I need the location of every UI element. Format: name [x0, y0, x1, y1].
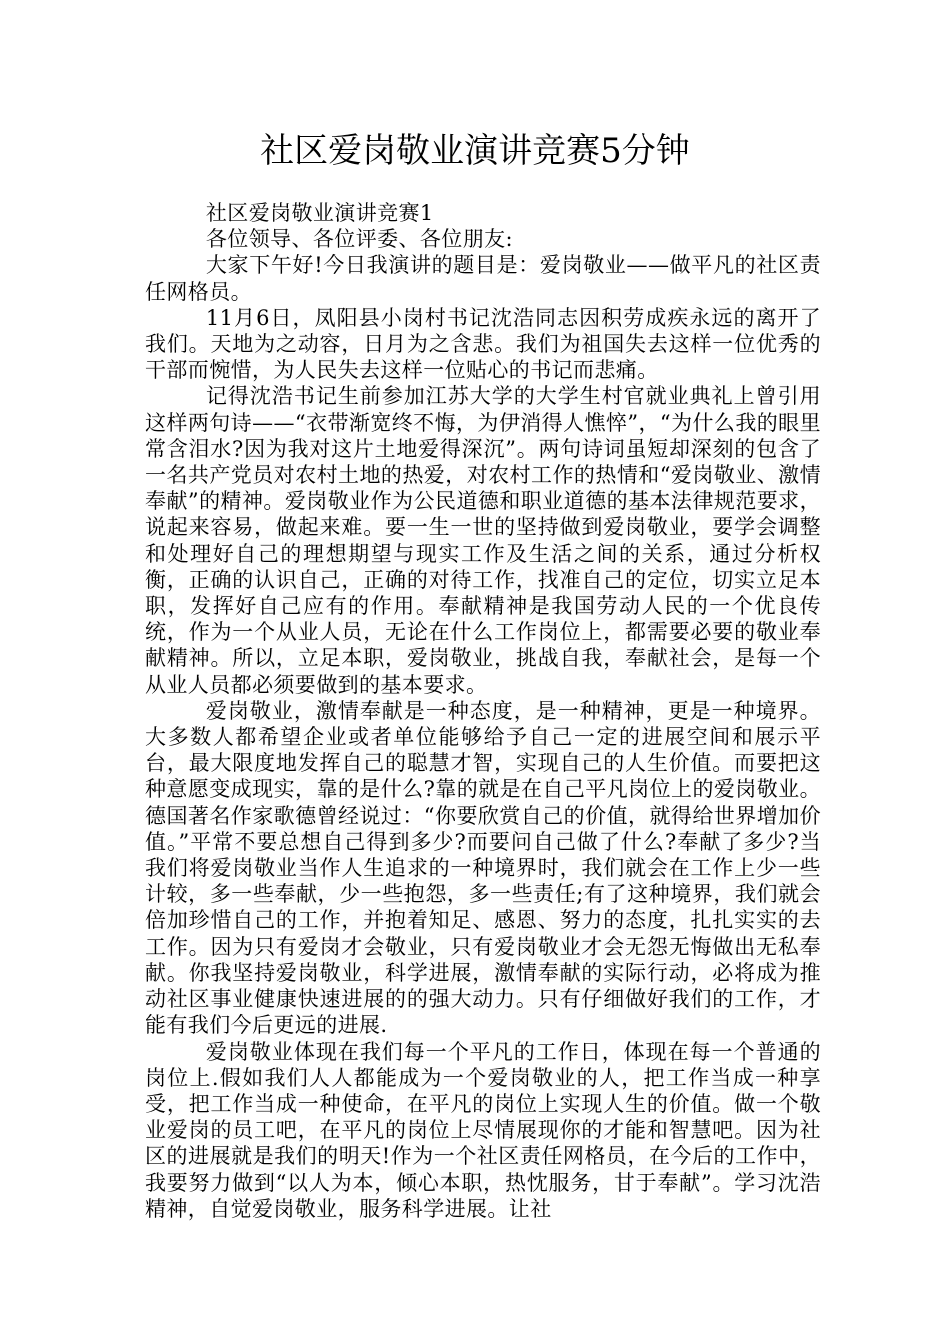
document-body [145, 200, 821, 1222]
paragraph-heading: 社区爱岗敬业演讲竞赛1 [205, 201, 434, 225]
paragraph: 爱岗敬业，激情奉献是一种态度，是一种精神，更是一种境界。大多数人都希望企业或者单位能够给予自己一定的进展空间和展示平台，最大限度地发挥自己的聪慧才智，实现自己的人生价值。而要把这种意愿变成现实，靠的是什么?靠的就是在自己平凡岗位上的爱岗敬业。德国著名作家歌德曾经说过：“你要欣赏自己的价值，就得给世界增加价值。”平常不要总想自己得到多少?而要问自己做了什么?奉献了多少?当我们将爱岗敬业当作人生追求的一种境界时，我们就会在工作上少一些计较，多一些奉献，少一些抱怨，多一些责任;有了这种境界，我们就会倍加珍惜自己的工作，并抱着知足、感恩、努力的态度，扎扎实实的去工作。因为只有爱岗才会敬业，只有爱岗敬业才会无怨无悔做出无私奉献。你我坚持爱岗敬业，科学进展，激情奉献的实际行动，必将成为推动社区事业健康快速进展的的强大动力。只有仔细做好我们的工作，才能有我们今后更远的进展. [145, 698, 821, 1038]
paragraph: 11月6日，凤阳县小岗村书记沈浩同志因积劳成疾永远的离开了我们。天地为之动容，日月为之含悲。我们为祖国失去这样一位优秀的干部而惋惜，为人民失去这样一位贴心的书记而悲痛。 [145, 305, 821, 383]
paragraph-greeting: 各位领导、各位评委、各位朋友: [205, 227, 513, 252]
document-title: 社区爱岗敬业演讲竞赛5分钟 [260, 131, 690, 171]
paragraph: 记得沈浩书记生前参加江苏大学的大学生村官就业典礼上曾引用这样两句诗——“衣带渐宽终不悔，为伊消得人憔悴”，“为什么我的眼里常含泪水?因为我对这片土地爱得深沉”。两句诗词虽短却深刻的包含了一名共产党员对农村土地的热爱，对农村工作的热情和“爱岗敬业、激情奉献”的精神。爱岗敬业作为公民道德和职业道德的基本法律规范要求，说起来容易，做起来难。要一生一世的坚持做到爱岗敬业，要学会调整和处理好自己的理想期望与现实工作及生活之间的关系，通过分析权衡，正确的认识自己，正确的对待工作，找准自己的定位，切实立足本职，发挥好自己应有的作用。奉献精神是我国劳动人民的一个优良传统，作为一个从业人员，无论在什么工作岗位上，都需要必要的敬业奉献精神。所以，立足本职，爱岗敬业，挑战自我，奉献社会，是每一个从业人员都必须要做到的基本要求。 [145, 384, 821, 697]
paragraph-intro: 大家下午好!今日我演讲的题目是：爱岗敬业——做平凡的社区责任网格员。 [145, 253, 821, 304]
paragraph: 爱岗敬业体现在我们每一个平凡的工作日，体现在每一个普通的岗位上.假如我们人人都能成为一个爱岗敬业的人，把工作当成一种享受，把工作当成一种使命，在平凡的岗位上实现人生的价值。做一个敬业爱岗的员工吧，在平凡的岗位上尽情展现你的才能和智慧吧。因为社区的进展就是我们的明天!作为一个社区责任网格员，在今后的工作中，我要努力做到“以人为本，倾心本职，热忱服务，甘于奉献”。学习沈浩精神，自觉爱岗敬业，服务科学进展。让社 [145, 1039, 821, 1221]
